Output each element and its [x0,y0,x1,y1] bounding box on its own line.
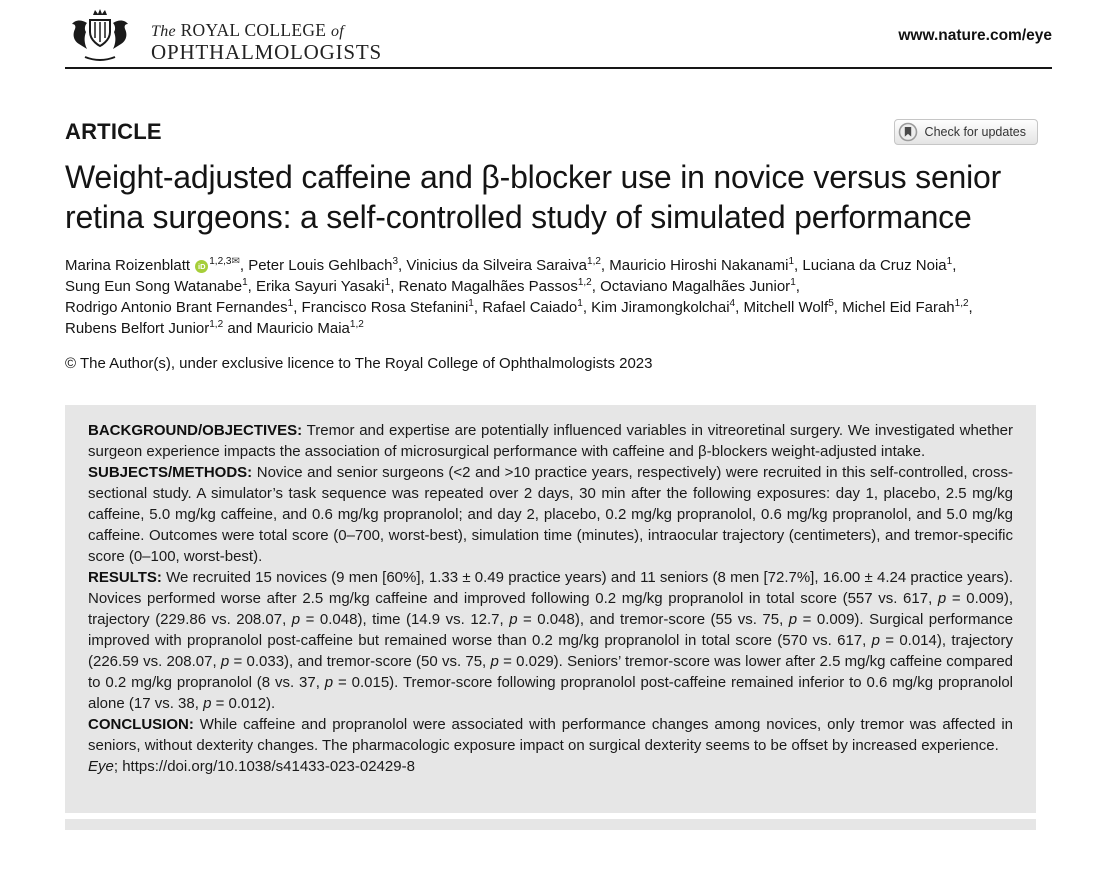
check-for-updates-button[interactable] [894,119,1038,145]
logo-line1: The ROYAL COLLEGE of [151,20,344,40]
abstract-section-background: BACKGROUND/OBJECTIVES: Tremor and expertise are potentially influenced variables in vitreoretinal surgery. We investigated whether surgeon experience impacts the association of microsurgical performance with caffeine and β-blockers weight-adjusted intake. [88,421,1013,460]
bookmark-icon [898,122,918,142]
author-line: Rubens Belfort Junior$^{1,2}$ and Mauricio Maia$^{1,2}$ [65,318,364,337]
abstract-section-conclusion: CONCLUSION: While caffeine and propranolol were associated with performance changes among novices, only tremor was affected in seniors, without dexterity changes. The pharmacologic exposure impact on surgical dexterity seems to be offset by increased experience. [88,715,1013,754]
article-title: Weight-adjusted caffeine and β-blocker use in novice versus senior retina surgeons: a self-controlled study of simulated performance [65,158,1002,235]
abstract-section-label: CONCLUSION: [88,715,194,733]
journal-header [65,8,1052,63]
next-section-strip [65,819,1036,830]
abstract-section-label: RESULTS: [88,568,162,586]
header-divider [65,67,1052,69]
doi-link[interactable]: Eye; https://doi.org/10.1038/s41433-023-02429-8 [88,757,415,775]
author-line: Sung Eun Song Watanabe$^1$, Erika Sayuri Yasaki$^1$, Renato Magalhães Passos$^{1,2}$, Octaviano Magalhães Junior$^1$, [65,276,800,295]
author-list [65,255,1043,339]
check-for-updates-label: Check for updates [924,124,1026,139]
author-line: Rodrigo Antonio Brant Fernandes$^1$, Francisco Rosa Stefanini$^1$, Rafael Caiado$^1$, Kim Jiramongkolchai$^4$, Mitchell Wolf$^5$, Michel Eid Farah$^{1,2}$, [65,297,973,316]
orcid-icon[interactable]: iD [195,260,208,273]
abstract-section-methods: SUBJECTS/METHODS: Novice and senior surgeons (<2 and >10 practice years, respectively) were recruited in this self-controlled, cross-sectional study. A simulator’s task sequence was repeated over 2 days, 30 min after the following exposures: day 1, placebo, 2.5 mg/kg caffeine, 5.0 mg/kg caffeine, and 0.6 mg/kg propranolol; and day 2, placebo, 0.2 mg/kg propranolol, 0.6 mg/kg propranolol, and 5.0 mg/kg caffeine. Outcomes were total score (0–700, worst-best), simulation time (minutes), intraocular trajectory (centimeters), and tremor-specific score (0–100, worst-best). [88,463,1013,565]
abstract-section-label: BACKGROUND/OBJECTIVES: [88,421,303,439]
journal-logo-text [151,21,382,63]
corresponding-author-mail-icon[interactable]: ✉ [231,255,240,267]
journal-url: www.nature.com/eye [898,27,1052,44]
article-type-label: ARTICLE [65,118,162,144]
abstract-section-label: SUBJECTS/METHODS: [88,463,253,481]
abstract-section-results: RESULTS: We recruited 15 novices (9 men [60%], 1.33 ± 0.49 practice years) and 11 seniors (8 men [72.7%], 16.00 ± 4.24 practice years). Novices performed worse after 2.5 mg/kg caffeine and improved following 0.2 mg/kg propranolol in total score (557 vs. 617, p = 0.009), trajectory (229.86 vs. 208.07, p = 0.048), time (14.9 vs. 12.7, p = 0.048), and tremor-score (55 vs. 75, p = 0.009). Surgical performance improved with propranolol post-caffeine but remained worse than 0.2 mg/kg propranolol in total score (570 vs. 617, p = 0.014), trajectory (226.59 vs. 208.07, p = 0.033), and tremor-score (50 vs. 75, p = 0.029). Seniors’ tremor-score was lower after 2.5 mg/kg caffeine compared to 0.2 mg/kg propranolol (8 vs. 37, p = 0.015). Tremor-score following propranolol post-caffeine remained inferior to 0.6 mg/kg propranolol alone (17 vs. 38, p = 0.012). [88,568,1014,712]
logo-line2: OPHTHALMOLOGISTS [151,39,382,64]
copyright-notice: © The Author(s), under exclusive licence to The Royal College of Ophthalmologists 2023 [65,354,653,372]
abstract-box [65,405,1036,813]
kicker-row [65,119,1038,145]
royal-college-crest-icon [65,8,135,62]
author-line: Marina Roizenblatt iD $^{1,2,3✉}$, Peter Louis Gehlbach$^3$, Vinicius da Silveira Saraiva$^{1,2}$, Mauricio Hiroshi Nakanami$^1$, Luciana da Cruz Noia$^1$, [65,255,957,274]
